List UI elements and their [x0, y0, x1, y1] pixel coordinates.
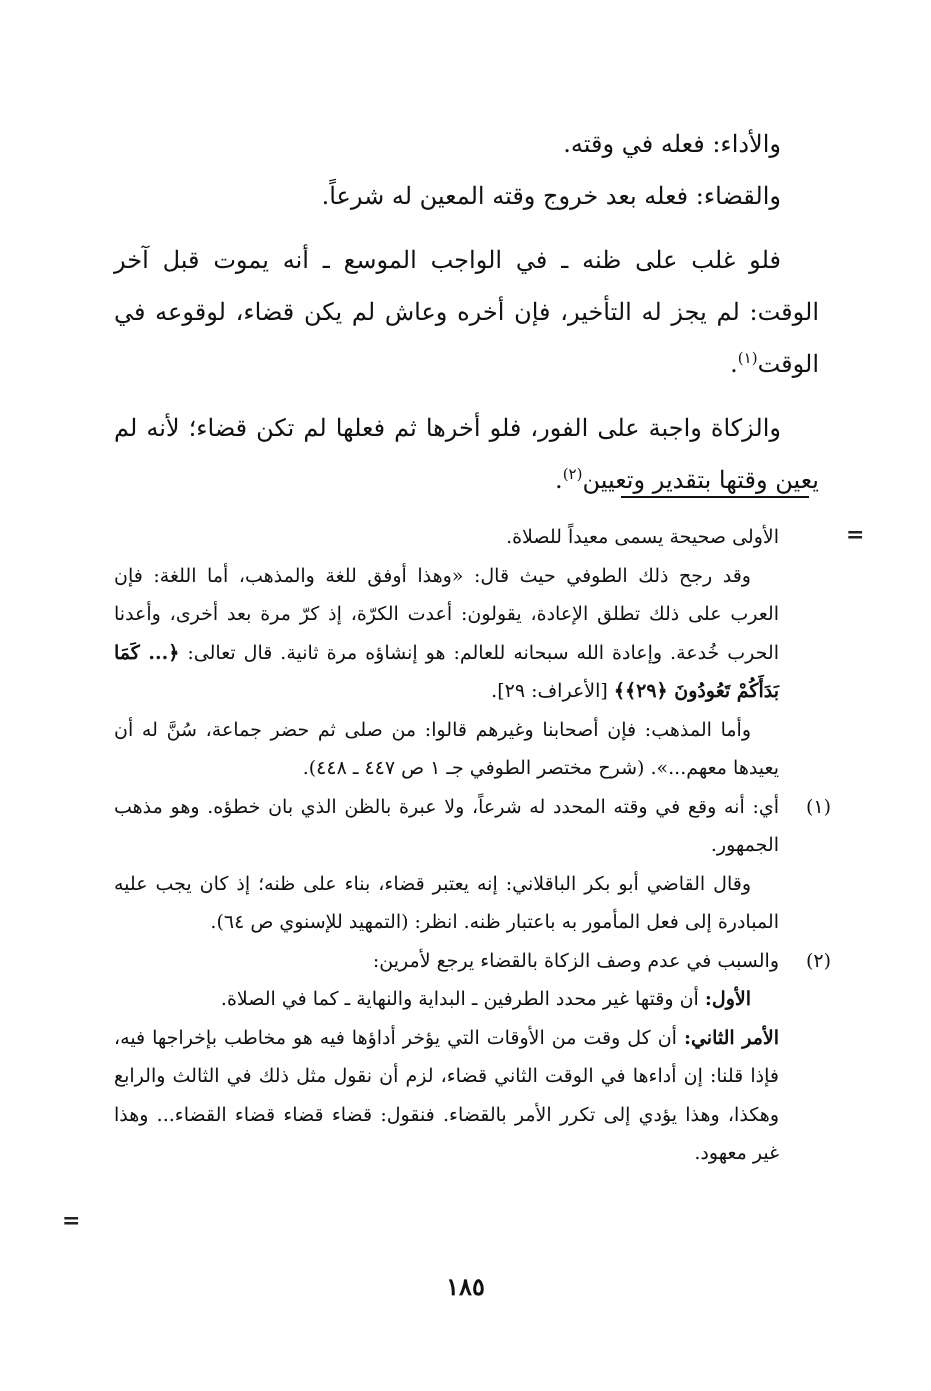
footnote-1-continued: وقال القاضي أبو بكر الباقلاني: إنه يعتبر قضاء، بناء على ظنه؛ إذ كان يجب عليه المبادرة إلى فعل المأمور به باعتبار ظنه. انظر: (التمهيد للإسنوي ص ٦٤).: [114, 872, 779, 933]
footnote-1: [114, 788, 831, 865]
footnote-1-text: أي: أنه وقع في وقته المحدد له شرعاً، ولا عبرة بالظن الذي بان خطؤه. وهو مذهب الجمهور.: [114, 795, 779, 856]
footnotes: [114, 518, 831, 1173]
main-text: [114, 118, 819, 506]
paragraph-qada: والقضاء: فعله بعد خروج وقته المعين له شرعاً.: [321, 182, 781, 210]
continuation-mark: =: [846, 522, 865, 548]
quran-verse: ﴿... كَمَا بَدَأَكُمْ تَعُودُونَ ﴿٢٩﴾﴾: [114, 641, 779, 702]
footnote-continuation-1: الأولى صحيحة يسمى معيداً للصلاة.: [506, 526, 779, 548]
footnote-2: [114, 942, 831, 981]
end-continuation-mark: =: [62, 1208, 81, 1234]
footnote-2-text: والسبب في عدم وصف الزكاة بالقضاء يرجع لأمرين:: [372, 949, 779, 972]
footnote-2-number: (٢): [805, 949, 831, 972]
paragraph-zakat: [114, 402, 819, 506]
second-reason-text: أن كل وقت من الأوقات التي يؤخر أداؤها فيه هو مخاطب بإخراجها فيه، فإذا قلنا: إن أداءها في الوقت الثاني قضاء، لزم أن نقول مثل ذلك في الثالث والرابع وهكذا، وهذا يؤدي إلى تكرر الأمر بالقضاء. فنقول: قضاء قضاء قضاء القضاء... وهذا غير معهود.: [114, 1026, 779, 1164]
tufi-quote: وقد رجح ذلك الطوفي حيث قال: «وهذا أوفق للغة والمذهب، أما اللغة: فإن العرب على ذلك تطلق الإعادة، يقولون: أعدت الكرّة، إذ كرّ مرة بعد أخرى، وأعدنا الحرب خُدعة. وإعادة الله سبحانه للعالم: هو إنشاؤه مرة ثانية. قال تعالى:: [114, 564, 779, 664]
paragraph-wajib-text: فلو غلب على ظنه ـ في الواجب الموسع ـ أنه يموت قبل آخر الوقت: لم يجز له التأخير، فإن أخره وعاش لم يكن قضاء، لوقوعه في الوقت: [114, 246, 819, 378]
footnote-ref-1: (١): [737, 349, 758, 367]
paragraph-wajib-end: .: [730, 350, 738, 378]
paragraph-wajib-muwassa: [114, 234, 819, 390]
footnote-2-first-reason: [114, 980, 819, 1019]
footnote-2-second-reason: [114, 1019, 819, 1173]
paragraph-ada: والأداء: فعله في وقته.: [563, 130, 781, 158]
footnote-1-number: (١): [805, 795, 831, 818]
verse-source: [الأعراف: ٢٩].: [491, 680, 608, 702]
footnote-ref-2: (٢): [562, 465, 583, 483]
page-number: ١٨٥: [446, 1272, 485, 1301]
first-reason-label: الأول:: [704, 988, 751, 1010]
second-reason-label: الأمر الثاني:: [683, 1026, 780, 1049]
paragraph-zakat-text: والزكاة واجبة على الفور، فلو أخرها ثم فعلها لم تكن قضاء؛ لأنه لم يعين وقتها بتقدير وتعيين: [114, 414, 819, 494]
paragraph-zakat-end: .: [555, 466, 563, 494]
footnote-separator: [621, 496, 809, 498]
first-reason-text: أن وقتها غير محدد الطرفين ـ البداية والنهاية ـ كما في الصلاة.: [220, 988, 699, 1010]
footnote-continuation-2: [114, 557, 819, 711]
footnote-continuation-3: وأما المذهب: فإن أصحابنا وغيرهم قالوا: من صلى ثم حضر جماعة، سُنَّ له أن يعيدها معهم...». (شرح مختصر الطوفي جـ ١ ص ٤٤٧ ـ ٤٤٨).: [114, 718, 779, 779]
